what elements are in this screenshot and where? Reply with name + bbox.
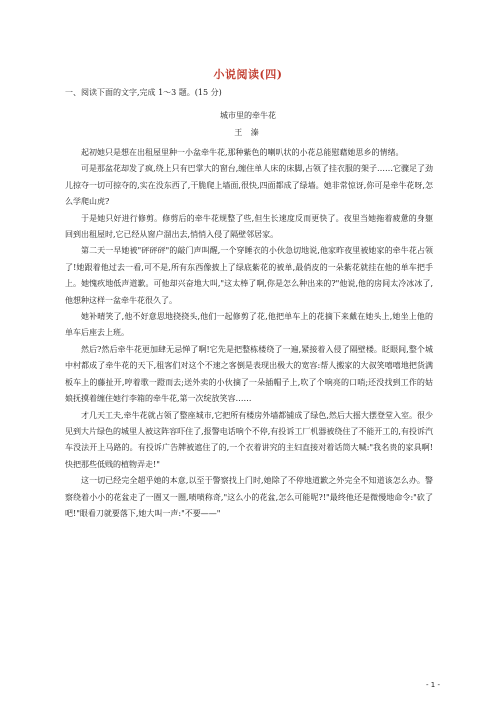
page-number: - 1 - (426, 681, 440, 689)
paragraph: 起初她只是想在出租屋里种一小盆牵牛花,那种紫色的喇叭状的小花总能慰藉她思乡的情绪。 (81, 148, 404, 157)
story-author: 王 溱 (234, 128, 262, 137)
exercise-instruction: 一、阅读下面的文字,完成 1～3 题。(15 分) (65, 88, 222, 97)
paragraph: 她补晴笑了,他不好意思地挠挠头,他们一起修剪了花,他把单车上的花摘下来戴在她头上,她坐上他的单车后座去上班。 (65, 312, 433, 338)
paragraph: 才几天工夫,牵牛花就占领了整座城市,它把所有楼房外墙都铺成了绿色,然后大摇大摆登堂入室。很少见到大片绿色的城里人被这阵容吓住了,报警电话响个不停,有投诉工厂机器被绕住了不能开工的,有投诉汽车没法开上马路的。有投诉广告牌被遮住了的,一个衣着讲究的主妇直接对着话筒大喊:"我名贵的家具啊!快把那些低贱的植物弄走!" (65, 410, 433, 469)
story-body (65, 145, 433, 522)
page-title: 小说阅读(四) (213, 68, 283, 81)
paragraph: 第二天一早她被"砰砰砰"的敲门声叫醒,一个穿睡衣的小伙急切地说,他家昨夜里被她家的牵牛花占领了!她跟着他过去一看,可不是,所有东西像披上了绿底紫花的被单,最俏皮的一朵紫花就挂在他的单车把手上。她愧疚地低声道歉。可他却兴奋地大叫,"这太棒了啊,你是怎么种出来的?"他说,他的房间太冷冰冰了,他想种这样一盆牵牛花很久了。 (65, 246, 433, 305)
paragraph: 这一切已经完全超乎她的本意,以至于警察找上门时,她除了不停地道歉之外完全不知道该怎么办。警察绕着小小的花盆走了一圈又一圈,啧啧称奇,"这么小的花盆,怎么可能呢?!"最终他还是微慢地命令:"砍了吧!"眼看刀就要落下,她大叫一声:"不要——" (65, 476, 433, 518)
paragraph: 然后?然后牵牛花更加肆无忌惮了啊!它先是把整栋楼绕了一遍,紧接着入侵了隔壁楼。眨眼间,整个城中村都成了牵牛花的天下,租客们对这个不速之客倒是表现出极大的宽容:帮人搬家的大叔笑嘻嘻地把货满板车上的藤扯开,哼着歌一蹬而去;送外卖的小伙摘了一朵插帽子上,吹了个响亮的口哨;还没找到工作的姑娘抚摸着缠住她行李箱的牵牛花,第一次绽放笑容…… (65, 344, 433, 404)
paragraph: 可是那盆花却发了疯,绕上只有巴掌大的窗台,缠住单人床的床脚,占领了挂衣服的架子……它骤足了劲儿掠夺一切可掠夺的,实在没东西了,干脆爬上墙面,很快,四面都成了绿墙。她非常惊讶,你可是牵牛花呀,怎么学爬山虎? (65, 164, 433, 207)
story-title: 城市里的牵牛花 (220, 111, 276, 120)
paragraph: 于是她只好进行修剪。修剪后的牵牛花规整了些,但生长速度反而更快了。夜里当她拖着疲惫的身躯回到出租屋时,它已经从窗户溜出去,悄悄入侵了隔壁邻居家。 (65, 213, 433, 240)
